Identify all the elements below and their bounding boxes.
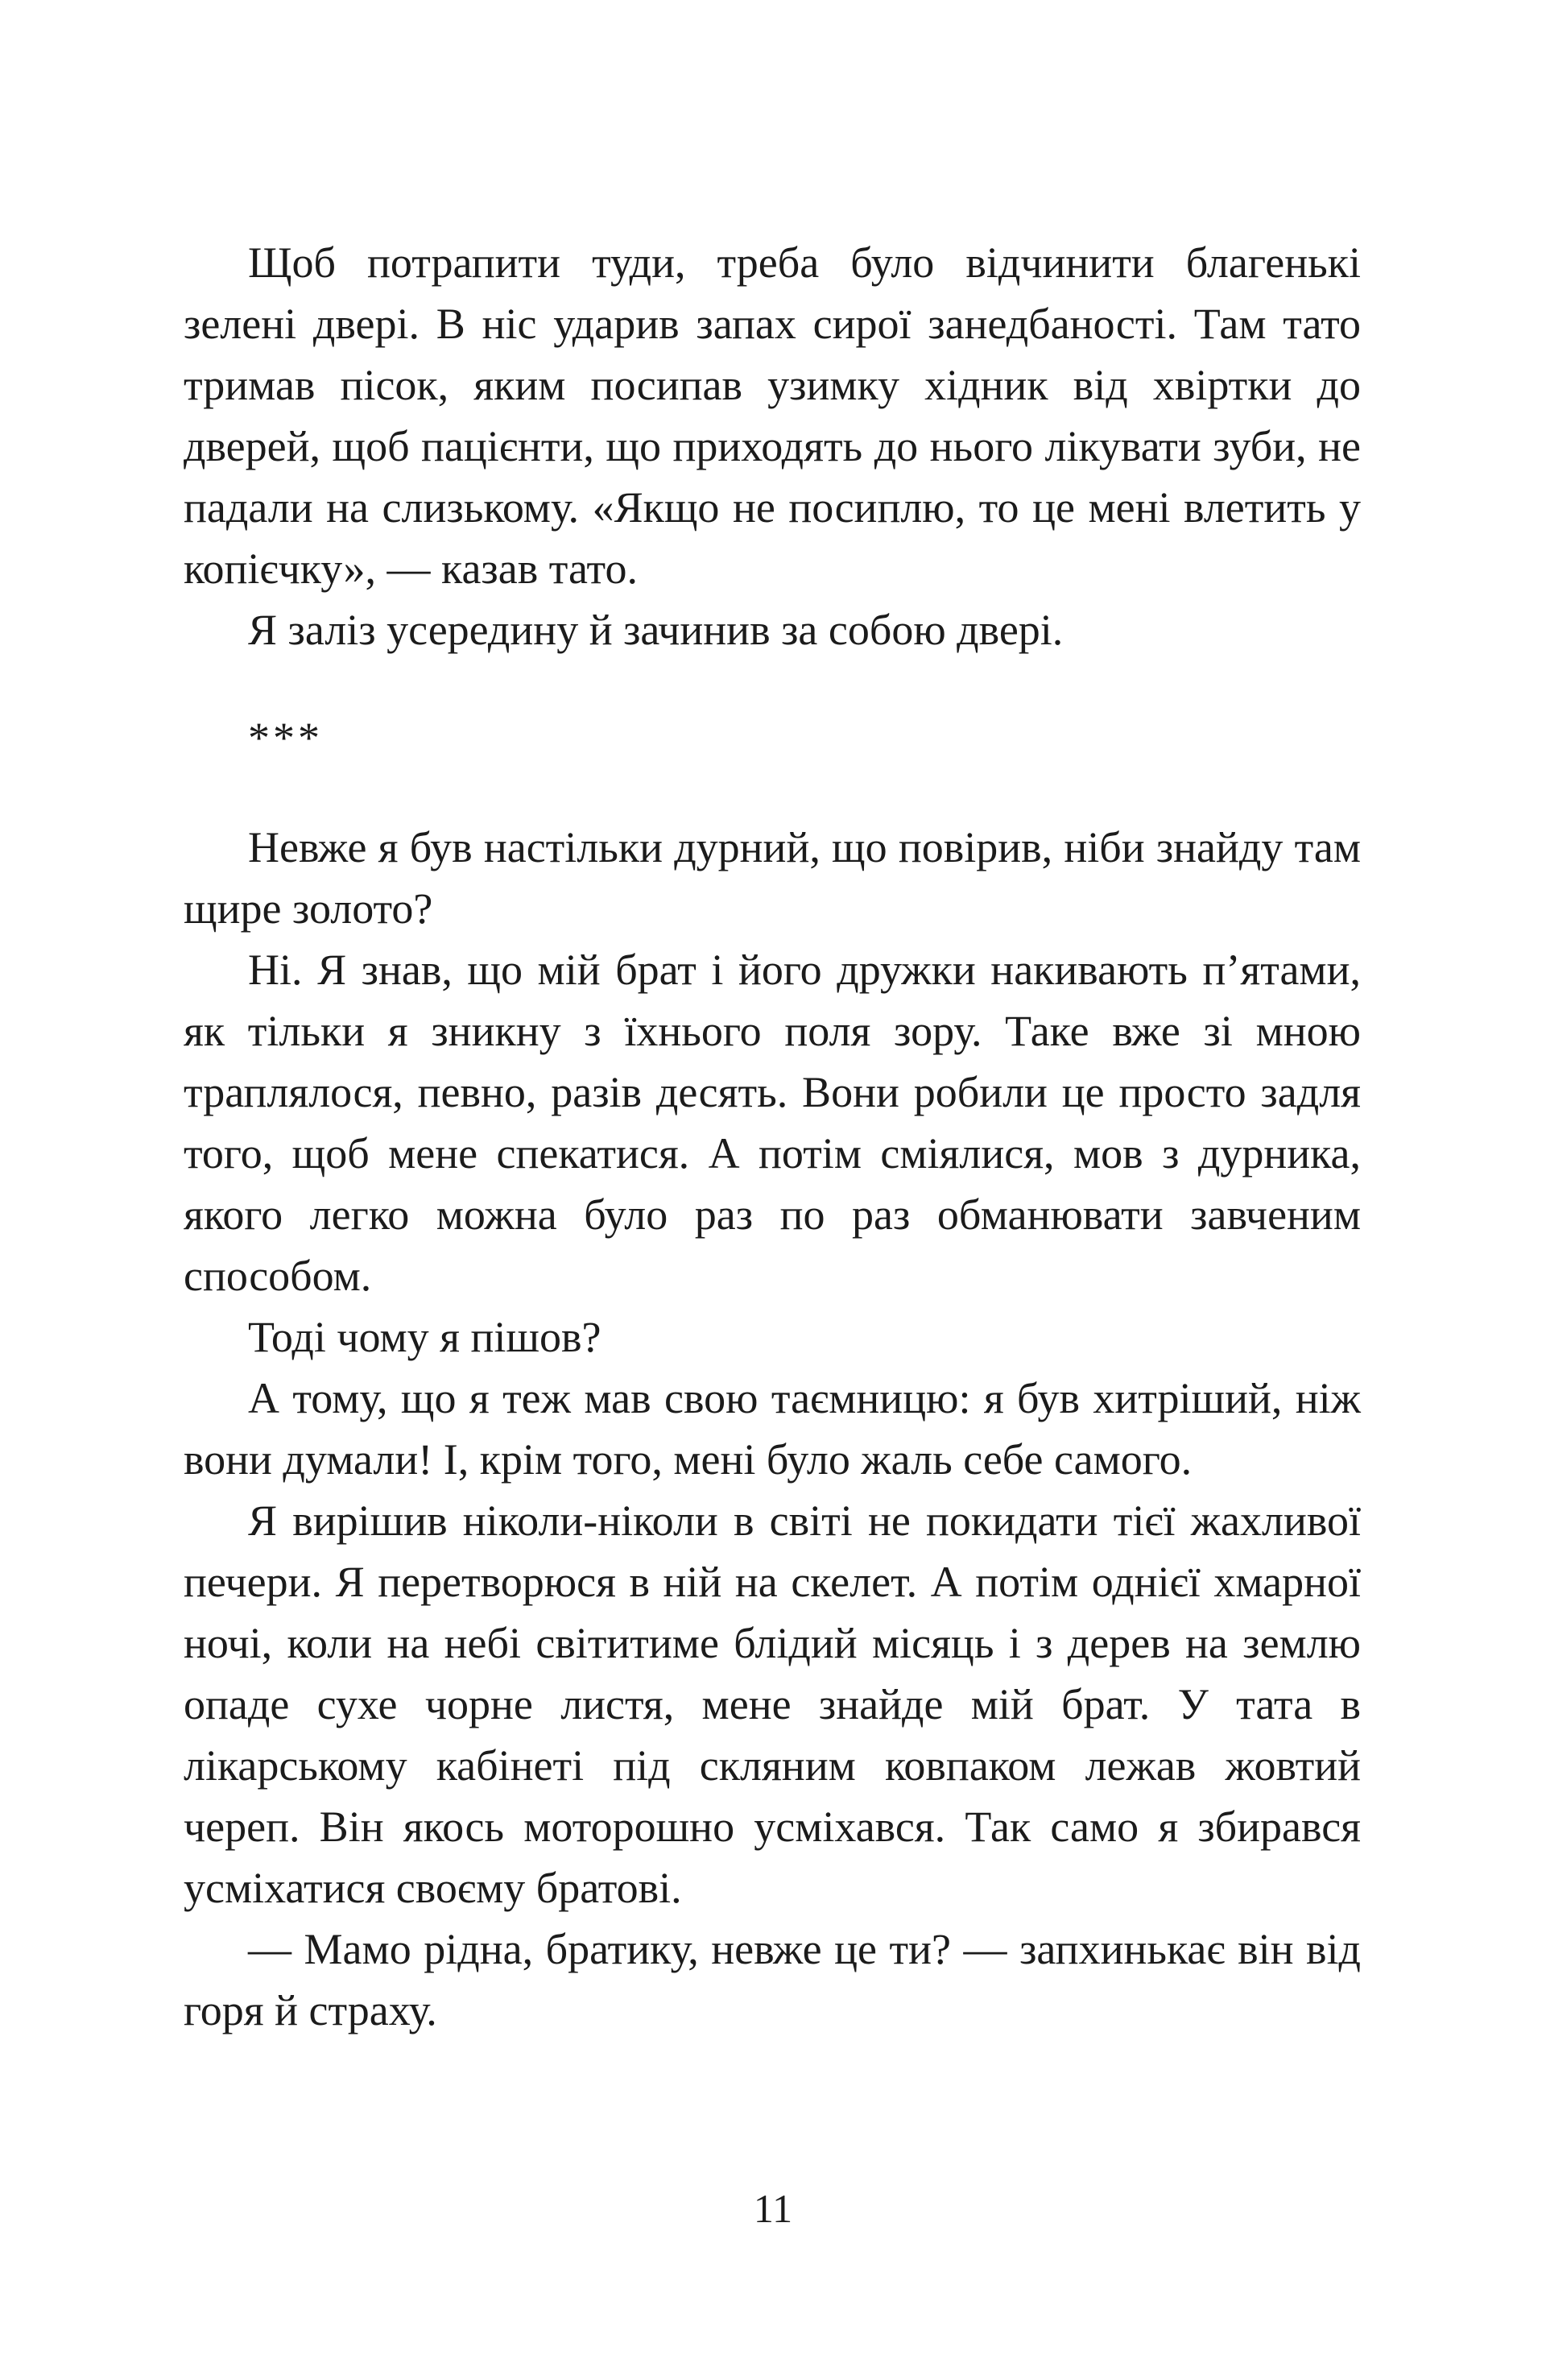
- paragraph: Щоб потрапити туди, треба було відчинити благенькі зелені двері. В ніс ударив запах сирої занедбаності. Там тато тримав пісок, яким посипав узимку хідник від хвіртки до дверей, щоб пацієнти, що приходять до нього лікувати зуби, не падали на слизькому. «Якщо не посиплю, то це мені влетить у копієчку», — казав тато.: [184, 238, 1361, 593]
- paragraph: Невже я був настільки дурний, що повірив, ніби знайду там щире золото?: [184, 823, 1361, 933]
- paragraph: Я вирішив ніколи-ніколи в світі не покидати тієї жахливої печери. Я перетворюся в ній на скелет. А потім однієї хмарної ночі, коли на небі світитиме блідий місяць і з дерев на землю опаде сухе чорне листя, мене знайде мій брат. У тата в лікарському кабінеті під скляним ковпаком лежав жовтий череп. Він якось моторошно усміхався. Так само я збирався усміхатися своєму братові.: [184, 1496, 1361, 1912]
- paragraph: Ні. Я знав, що мій брат і його дружки накивають п’ятами, як тільки я зникну з їхнього поля зору. Таке вже зі мною траплялося, певно, разів десять. Вони робили це просто задля того, щоб мене спекатися. А потім сміялися, мов з дурника, якого легко можна було раз по раз обманювати завченим способом.: [184, 946, 1361, 1300]
- paragraph: — Мамо рідна, братику, невже це ти? — запхинькає він від горя й страху.: [184, 1925, 1361, 2034]
- paragraph: А тому, що я теж мав свою таємницю: я був хитріший, ніж вони думали! І, крім того, мені було жаль себе самого.: [184, 1374, 1361, 1484]
- paragraph: Тоді чому я пішов?: [248, 1313, 601, 1361]
- section-separator: ***: [248, 714, 323, 762]
- paragraph: Я заліз усередину й зачинив за собою двері.: [248, 606, 1064, 654]
- page-text: [184, 232, 1361, 2041]
- page-number: 11: [753, 2186, 793, 2231]
